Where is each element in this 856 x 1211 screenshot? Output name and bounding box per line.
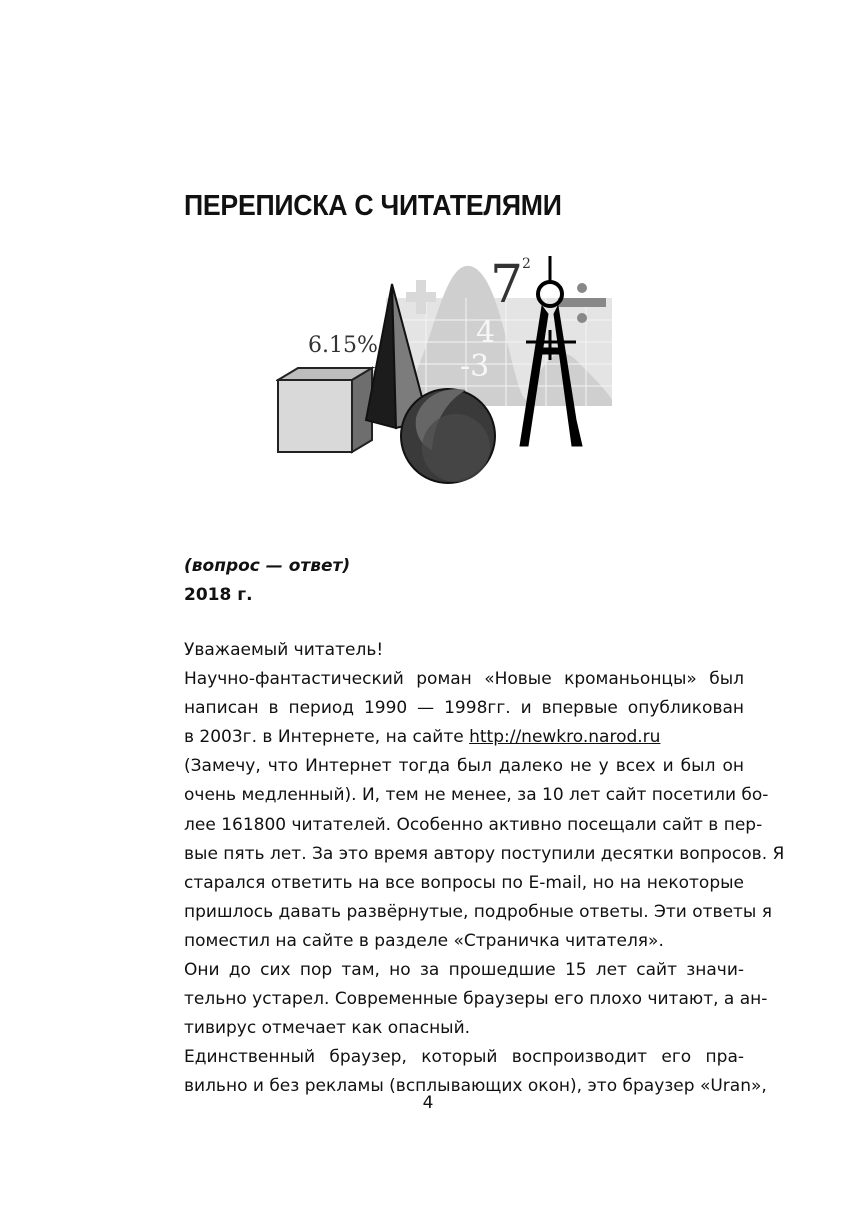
year-label: 2018 г.	[184, 585, 253, 605]
text-line: старался ответить на все вопросы по E-mail, но на некоторые	[184, 872, 744, 893]
power-base-label: 7	[490, 255, 524, 315]
text-line: лее 161800 читателей. Особенно активно посещали сайт в пер-	[184, 814, 763, 835]
text-line: (Замечу, что Интернет тогда был далеко не у всех и был он	[184, 756, 744, 777]
text-line: пришлось давать развёрнутые, подробные ответы. Эти ответы я	[184, 901, 772, 922]
text-line: очень медленный). И, тем не менее, за 10 лет сайт посетили бо-	[184, 785, 769, 806]
percent-label: 6.15%	[308, 333, 378, 358]
text-fragment: в 2003г. в Интернете, на сайте	[184, 727, 470, 748]
subtitle: (вопрос — ответ)	[184, 556, 351, 576]
text-line: вильно и без рекламы (всплывающих окон), это браузер «Uran»,	[184, 1076, 767, 1097]
text-line	[184, 723, 744, 752]
website-link[interactable]: http://newkro.narod.ru	[469, 727, 661, 748]
text-line: тельно устарел. Современные браузеры его плохо читают, а ан-	[184, 989, 768, 1010]
text-line: написан в период 1990 — 1998гг. и впервые опубликован	[184, 698, 744, 719]
text-line: тивирус отмечает как опасный.	[184, 1018, 471, 1039]
text-line: поместил на сайте в разделе «Страничка читателя».	[184, 930, 664, 951]
text-line: Единственный браузер, который воспроизводит его пра-	[184, 1047, 744, 1068]
number-four-label: 4	[476, 315, 496, 350]
text-line: Научно-фантастический роман «Новые кроманьонцы» был	[184, 669, 744, 690]
cube-icon	[278, 368, 372, 452]
number-minus-three-label: -3	[460, 349, 490, 384]
page-number: 4	[422, 1093, 434, 1113]
page-title: ПЕРЕПИСКА С ЧИТАТЕЛЯМИ	[184, 190, 562, 222]
text-line: Они до сих пор там, но за прошедшие 15 лет сайт значи-	[184, 960, 744, 981]
sphere-icon	[401, 389, 495, 483]
body-text	[184, 636, 785, 1102]
geometry-illustration	[276, 250, 616, 510]
power-exponent-label: 2	[522, 256, 531, 272]
text-line: вые пять лет. За это время автору поступили десятки вопросов. Я	[184, 843, 785, 864]
text-line: Уважаемый читатель!	[184, 640, 384, 660]
